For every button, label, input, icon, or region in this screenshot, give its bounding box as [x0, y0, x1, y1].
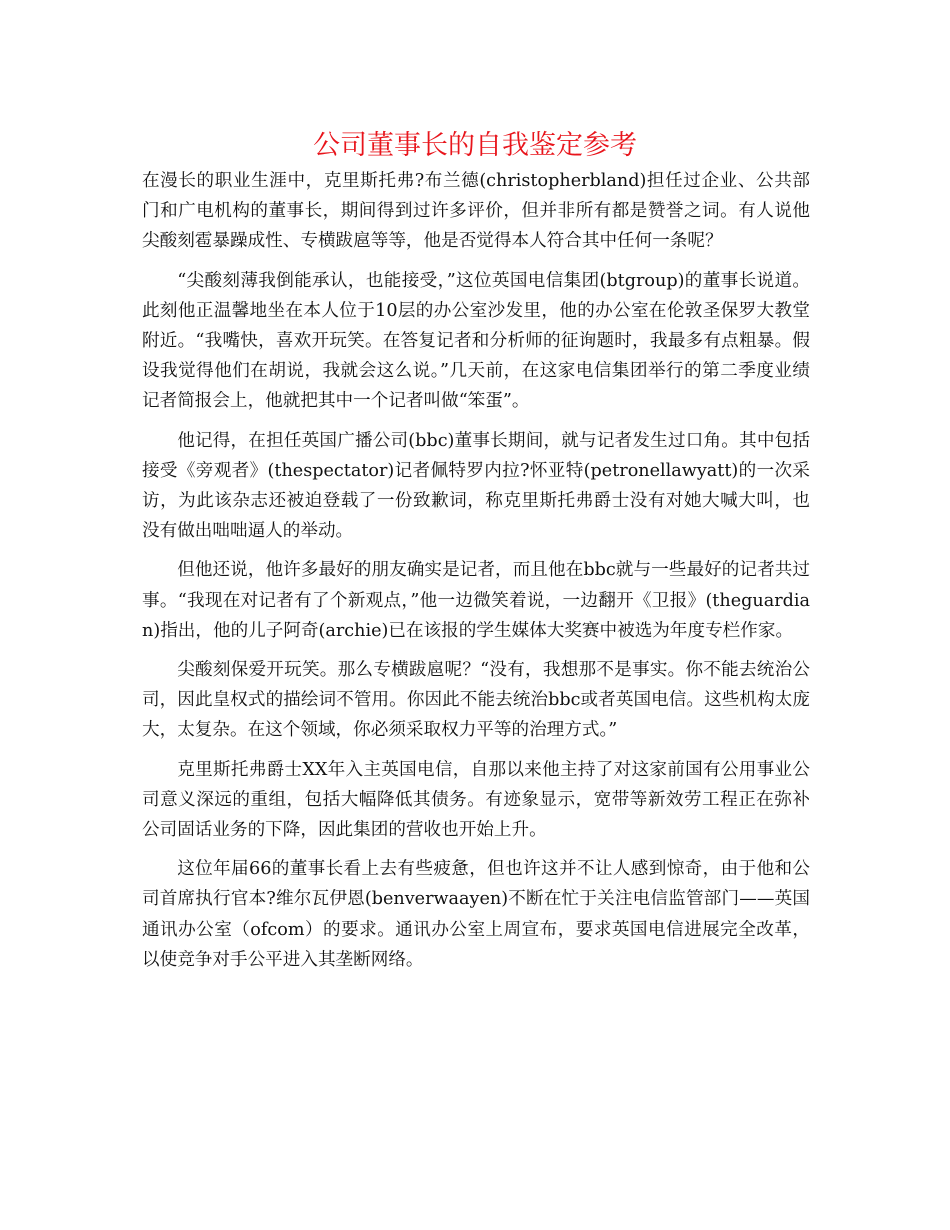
paragraph-1: 在漫长的职业生涯中，克里斯托弗?布兰德(christopherbland)担任过企业、公共部门和广电机构的董事长，期间得到过许多评价，但并非所有都是赞誉之词。有人说他尖酸刻雹暴躁成性、专横跋扈等等，他是否觉得本人符合其中任何一条呢？: [142, 171, 810, 252]
paragraph-2: “尖酸刻薄我倒能承认，也能接受，”这位英国电信集团(btgroup)的董事长说道。此刻他正温馨地坐在本人位于10层的办公室沙发里，他的办公室在伦敦圣保罗大教堂附近。“我嘴快，喜欢开玩笑。在答复记者和分析师的征询题时，我最多有点粗暴。假设我觉得他们在胡说，我就会这么说。”几天前，在这家电信集团举行的第二季度业绩记者简报会上，他就把其中一个记者叫做“笨蛋”。: [142, 270, 810, 412]
paragraph-3: 他记得，在担任英国广播公司(bbc)董事长期间，就与记者发生过口角。其中包括接受《旁观者》(thespectator)记者佩特罗内拉?怀亚特(petronellawyatt)的一次采访，为此该杂志还被迫登载了一份致歉词，称克里斯托弗爵士没有对她大喊大叫，也没有做出咄咄逼人的举动。: [142, 430, 810, 542]
document-body: [142, 166, 810, 984]
paragraph-5: 尖酸刻保爱开玩笑。那么专横跋扈呢？“没有，我想那不是事实。你不能去统治公司，因此皇权式的描绘词不管用。你因此不能去统治bbc或者英国电信。这些机构太庞大，太复杂。在这个领域，你必须采取权力平等的治理方式。”: [142, 660, 810, 741]
paragraph-7: 这位年届66的董事长看上去有些疲惫，但也许这并不让人感到惊奇，由于他和公司首席执行官本?维尔瓦伊恩(benverwaayen)不断在忙于关注电信监管部门——英国通讯办公室（ofcom）的要求。通讯办公室上周宣布，要求英国电信进展完全改革，以使竞争对手公平进入其垄断网络。: [142, 859, 810, 970]
document-title: 公司董事长的自我鉴定参考: [313, 130, 637, 161]
paragraph-6: 克里斯托弗爵士XX年入主英国电信，自那以来他主持了对这家前国有公用事业公司意义深远的重组，包括大幅降低其债务。有迹象显示，宽带等新效劳工程正在弥补公司固话业务的下降，因此集团的营收也开始上升。: [142, 759, 810, 841]
paragraph-4: 但他还说，他许多最好的朋友确实是记者，而且他在bbc就与一些最好的记者共过事。“我现在对记者有了个新观点，”他一边微笑着说，一边翻开《卫报》(theguardian)指出，他的儿子阿奇(archie)已在该报的学生媒体大奖赛中被选为年度专栏作家。: [142, 560, 810, 641]
